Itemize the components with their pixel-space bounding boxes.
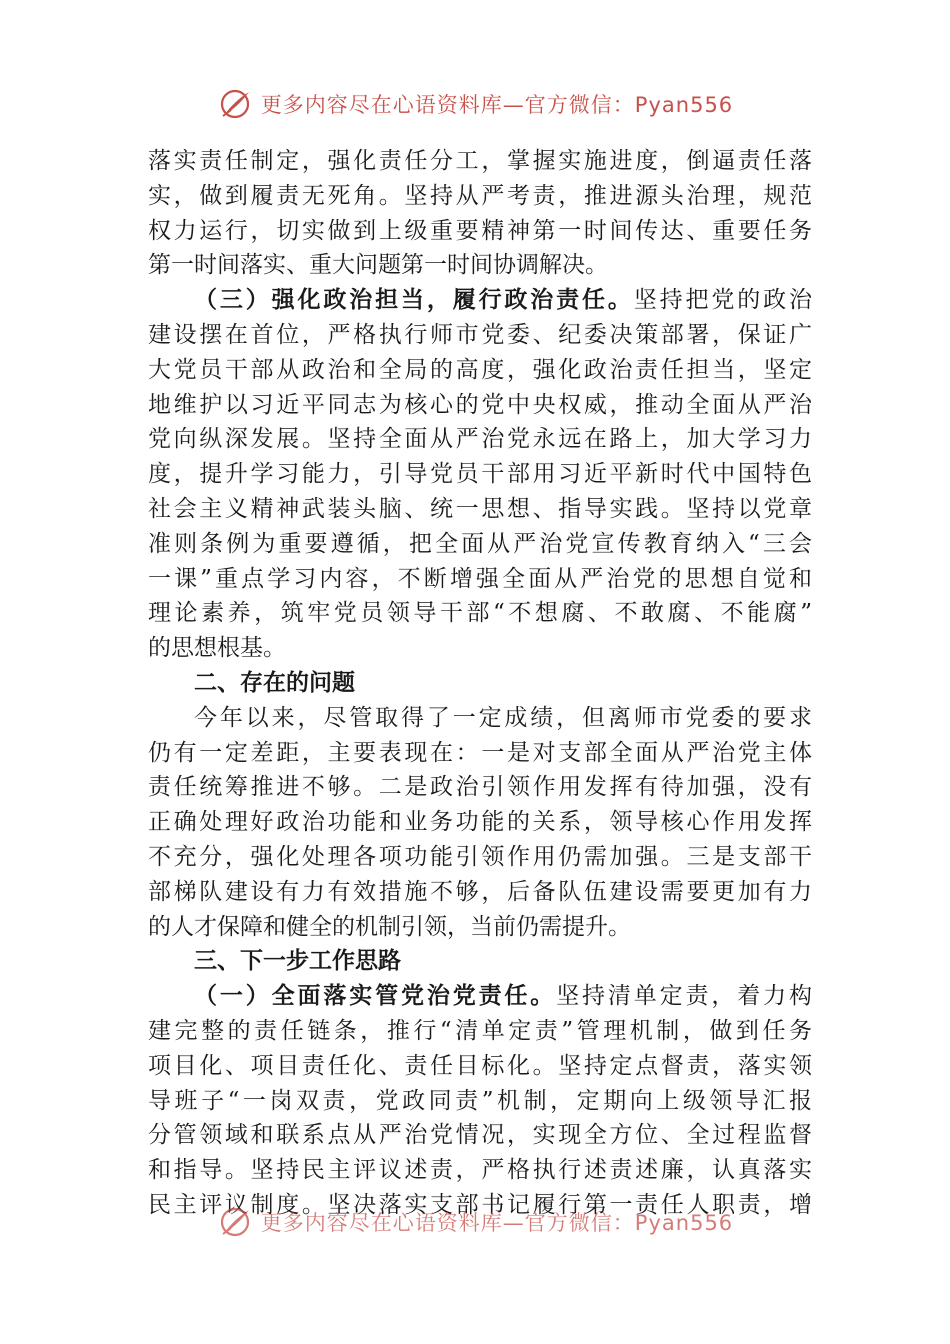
paragraph-line: 建完整的责任链条，推行“清单定责”管理机制，做到任务 — [148, 1017, 812, 1044]
subsection-text: 坚持把党的政治 — [633, 287, 813, 314]
paragraph-line: 理论素养，筑牢党员领导干部“不想腐、不敢腐、不能腐” — [148, 600, 812, 627]
paragraph-line: 责任统筹推进不够。二是政治引领作用发挥有待加强，没有 — [148, 774, 812, 801]
paragraph-line: 度，提升学习能力，引导党员干部用习近平新时代中国特色 — [148, 461, 812, 488]
paragraph-line: 分管领域和联系点从严治党情况，实现全方位、全过程监督 — [148, 1122, 812, 1149]
paragraph-line: 大党员干部从政治和全局的高度，强化政治责任担当，坚定 — [148, 356, 812, 383]
paragraph-line: 正确处理好政治功能和业务功能的关系，领导核心作用发挥 — [148, 809, 812, 836]
paragraph-line: 落实责任制定，强化责任分工，掌握实施进度，倒逼责任落 — [148, 148, 812, 174]
paragraph-line: 不充分，强化处理各项功能引领作用仍需加强。三是支部干 — [148, 843, 812, 870]
feather-quill-logo-icon — [217, 88, 253, 120]
paragraph-line: 一课”重点学习内容，不断增强全面从严治党的思想自觉和 — [148, 565, 812, 592]
paragraph-line: 准则条例为重要遵循，把全面从严治党宣传教育纳入“三会 — [148, 530, 812, 557]
paragraph-line: 的思想根基。 — [148, 635, 286, 662]
subsection-lead: （一）全面落实管党治党责任。 — [194, 982, 557, 1010]
paragraph-line: 部梯队建设有力有效措施不够，后备队伍建设需要更加有力 — [148, 878, 812, 905]
paragraph-line: 第一时间落实、重大问题第一时间协调解决。 — [148, 252, 608, 279]
paragraph-line: 和指导。坚持民主评议述责，严格执行述责述廉，认真落实 — [148, 1157, 812, 1184]
paragraph-line: 权力运行，切实做到上级重要精神第一时间传达、重要任务 — [148, 217, 812, 244]
subsection-text: 坚持清单定责，着力构 — [556, 983, 813, 1010]
paragraph-line: 党向纵深发展。坚持全面从严治党永远在路上，加大学习力 — [148, 426, 812, 453]
paragraph-line: 建设摆在首位，严格执行师市党委、纪委决策部署，保证广 — [148, 321, 812, 348]
watermark-header — [0, 84, 950, 124]
subsection-first-line — [148, 979, 812, 1014]
paragraph-line: 导班子“一岗双责，党政同责”机制，定期向上级领导汇报 — [148, 1087, 812, 1114]
paragraph-line: 项目化、项目责任化、责任目标化。坚持定点督责，落实领 — [148, 1052, 812, 1079]
section-heading: 二、存在的问题 — [194, 669, 355, 696]
feather-quill-logo-icon — [217, 1206, 253, 1238]
paragraph-line: 的人才保障和健全的机制引领，当前仍需提升。 — [148, 913, 631, 940]
subsection-lead: （三）强化政治担当，履行政治责任。 — [194, 286, 634, 314]
paragraph-line: 社会主义精神武装头脑、统一思想、指导实践。坚持以党章 — [148, 495, 812, 522]
paragraph-line: 地维护以习近平同志为核心的党中央权威，推动全面从严治 — [148, 391, 812, 418]
watermark-text: 更多内容尽在心语资料库—官方微信：Pyan556 — [260, 93, 734, 117]
paragraph-first-line: 今年以来，尽管取得了一定成绩，但离师市党委的要求 — [194, 704, 812, 731]
section-heading: 三、下一步工作思路 — [194, 948, 401, 975]
subsection-first-line — [148, 283, 812, 318]
document-body — [148, 144, 812, 1223]
watermark-footer — [0, 1206, 950, 1238]
watermark-text: 更多内容尽在心语资料库—官方微信：Pyan556 — [260, 1211, 734, 1235]
paragraph-line: 仍有一定差距，主要表现在：一是对支部全面从严治党主体 — [148, 739, 812, 766]
paragraph-line: 实，做到履责无死角。坚持从严考责，推进源头治理，规范 — [148, 182, 812, 209]
paragraph-line: 民主评议制度。坚决落实支部书记履行第一责任人职责，增 — [148, 1191, 812, 1218]
